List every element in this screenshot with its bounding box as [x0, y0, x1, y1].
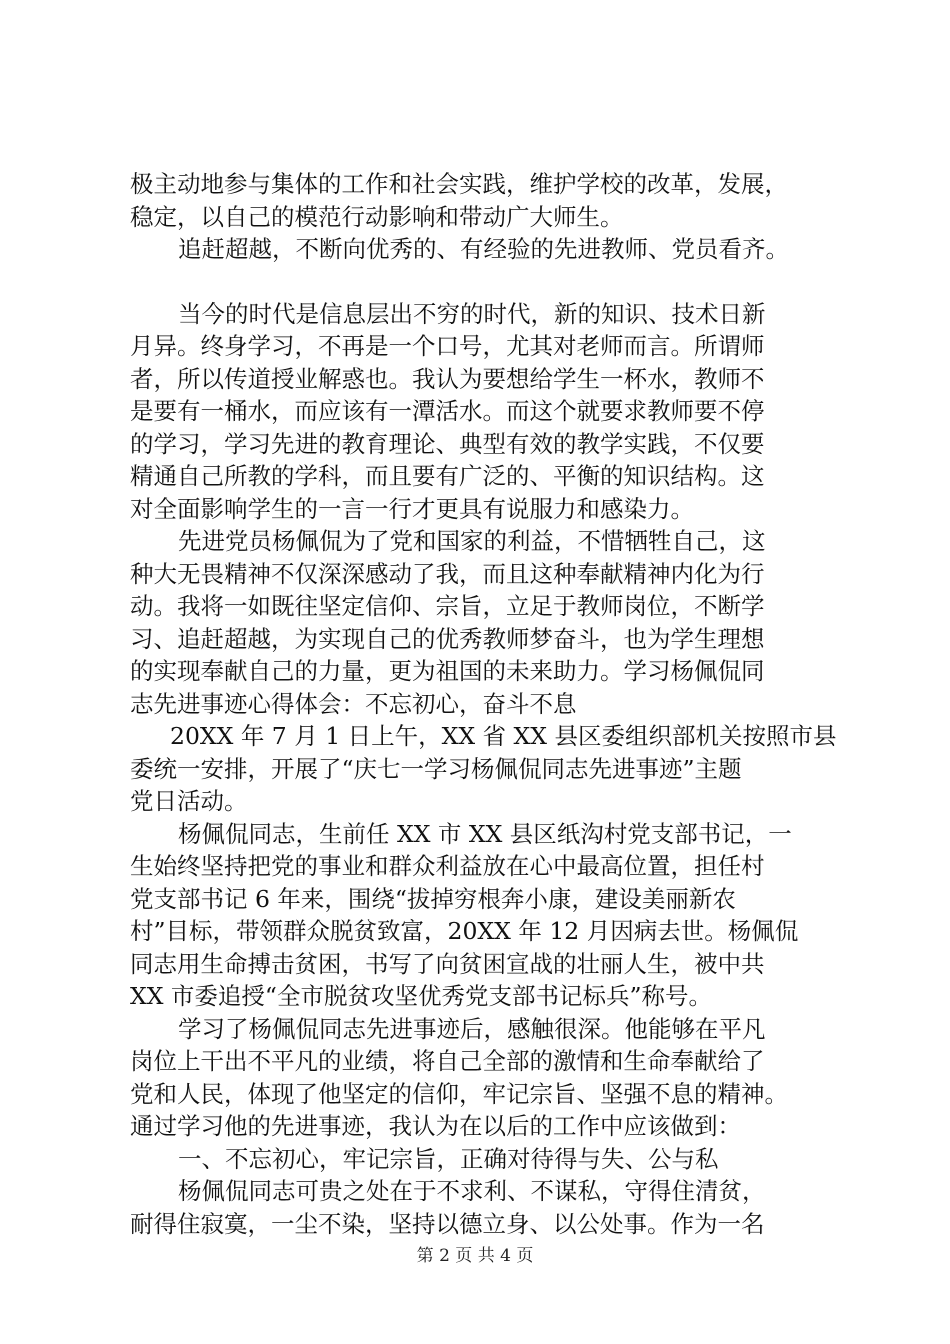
- text-line: 的实现奉献自己的力量，更为祖国的未来助力。学习杨佩侃同: [130, 657, 765, 685]
- text-line: 党和人民，体现了他坚定的信仰，牢记宗旨、坚强不息的精神。: [130, 1079, 788, 1108]
- text-line: 月异。终身学习，不再是一个口号，尤其对老师而言。所谓师: [130, 332, 765, 360]
- text-line: 种大无畏精神不仅深深感动了我，而且这种奉献精神内化为行: [130, 559, 765, 588]
- text-line: 同志用生命搏击贫困，书写了向贫困宣战的壮丽人生，被中共: [130, 949, 765, 978]
- text-line: 岗位上干出不平凡的业绩，将自己全部的激情和生命奉献给了: [130, 1047, 765, 1075]
- text-line: 委统一安排，开展了“庆七一学习杨佩侃同志先进事迹”主题: [130, 754, 742, 783]
- text-line: 20XX 年 7 月 1 日上午，XX 省 XX 县区委组织部机关按照市县: [170, 722, 837, 750]
- text-line: 习、追赶超越，为实现自己的优秀教师梦奋斗，也为学生理想: [130, 624, 765, 653]
- text-line: 动。我将一如既往坚定信仰、宗旨，立足于教师岗位，不断学: [130, 592, 765, 620]
- text-line: 极主动地参与集体的工作和社会实践，维护学校的改革，发展，: [130, 170, 788, 198]
- page-number-footer: 第 2 页 共 4 页: [416, 1246, 534, 1266]
- text-line: 杨佩侃同志，生前任 XX 市 XX 县区纸沟村党支部书记，一: [178, 819, 792, 848]
- text-line: 精通自己所教的学科，而且要有广泛的、平衡的知识结构。这: [130, 462, 765, 490]
- text-line: 生始终坚持把党的事业和群众利益放在心中最高位置，担任村: [130, 852, 765, 880]
- text-line: 志先进事迹心得体会：不忘初心，奋斗不息: [130, 689, 577, 718]
- text-line: 对全面影响学生的一言一行才更具有说服力和感染力。: [130, 494, 694, 523]
- text-line: 稳定，以自己的模范行动影响和带动广大师生。: [130, 202, 624, 231]
- text-line: 党支部书记 6 年来，围绕“拔掉穷根奔小康，建设美丽新农: [130, 884, 736, 913]
- paragraph-gap: [130, 266, 830, 298]
- text-line: 村”目标，带领群众脱贫致富，20XX 年 12 月因病去世。杨佩侃: [130, 917, 799, 945]
- text-line: 耐得住寂寞，一尘不染，坚持以德立身、以公处事。作为一名: [130, 1209, 765, 1238]
- text-line: 学习了杨佩侃同志先进事迹后，感触很深。他能够在平凡: [178, 1014, 766, 1043]
- document-body: [130, 168, 837, 1240]
- text-line: 先进党员杨佩侃为了党和国家的利益，不惜牺牲自己，这: [178, 527, 766, 555]
- text-line: 一、不忘初心，牢记宗旨，正确对待得与失、公与私: [178, 1144, 719, 1173]
- text-line: 通过学习他的先进事迹，我认为在以后的工作中应该做到：: [130, 1112, 741, 1140]
- text-line: 者，所以传道授业解惑也。我认为要想给学生一杯水，教师不: [130, 364, 765, 393]
- text-line: 杨佩侃同志可贵之处在于不求利、不谋私，守得住清贫，: [178, 1177, 766, 1205]
- text-line: XX 市委追授“全市脱贫攻坚优秀党支部书记标兵”称号。: [130, 982, 712, 1010]
- text-line: 党日活动。: [130, 787, 248, 815]
- text-line: 是要有一桶水，而应该有一潭活水。而这个就要求教师要不停: [130, 397, 765, 425]
- text-line: 追赶超越，不断向优秀的、有经验的先进教师、党员看齐。: [178, 235, 789, 263]
- text-line: 的学习，学习先进的教育理论、典型有效的教学实践，不仅要: [130, 429, 765, 458]
- text-line: 当今的时代是信息层出不穷的时代，新的知识、技术日新: [178, 299, 766, 328]
